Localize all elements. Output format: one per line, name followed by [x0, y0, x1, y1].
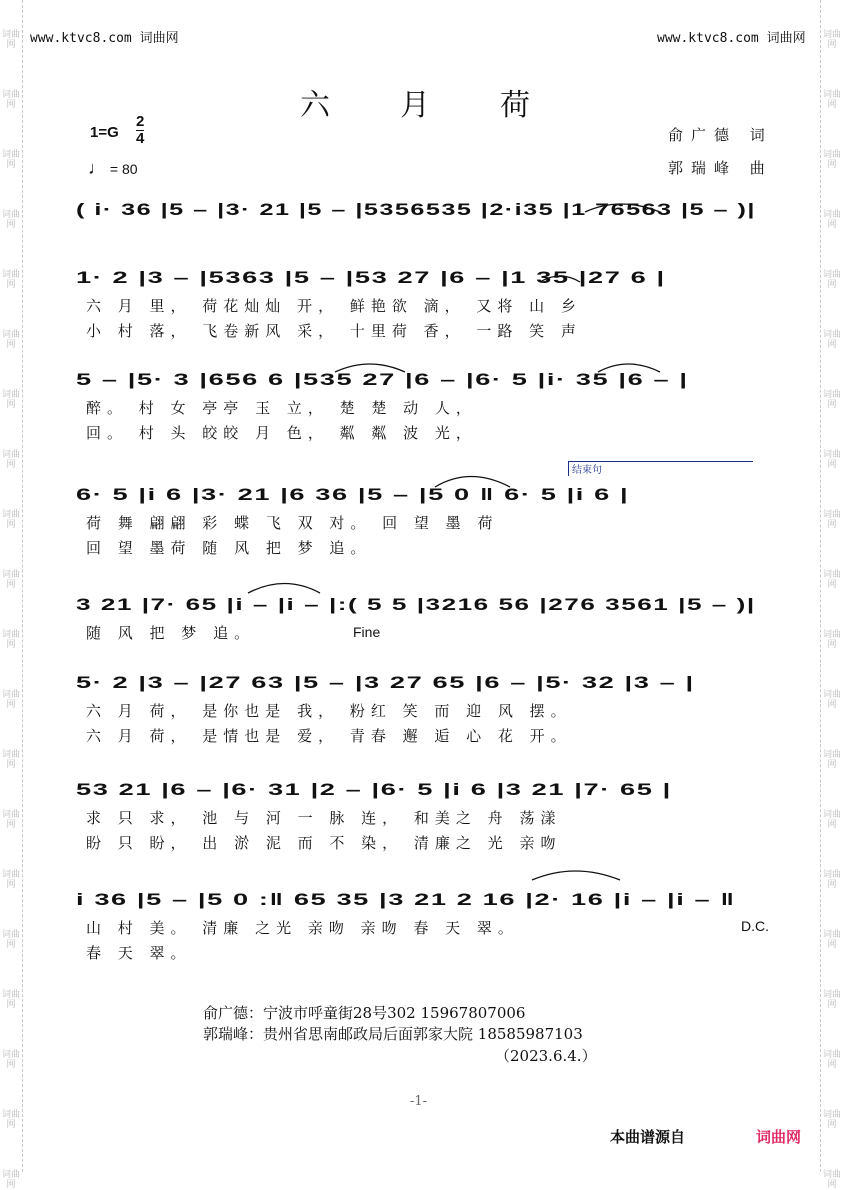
watermark-text: 词曲网	[2, 810, 21, 830]
watermark-text: 词曲网	[2, 90, 21, 110]
watermark-text: 词曲网	[823, 690, 842, 710]
watermark-text: 词曲网	[2, 870, 21, 890]
key-signature: 1=G	[90, 124, 119, 141]
watermark-text: 词曲网	[823, 810, 842, 830]
watermark-text: 词曲网	[2, 510, 21, 530]
watermark-text: 词曲网	[2, 570, 21, 590]
header-site-left-cn[interactable]: 词曲网	[139, 31, 179, 46]
watermark-text: 词曲网	[823, 150, 842, 170]
watermark-text: 词曲网	[823, 510, 842, 530]
watermark-text: 词曲网	[2, 1170, 21, 1190]
watermark-text: 词曲网	[2, 1050, 21, 1070]
ending-label: 结束句	[572, 465, 602, 476]
score-row-lyrics1: 求 只 求， 池 与 河 一 脉 连， 和美之 舟 荡漾	[86, 809, 562, 827]
watermark-text: 词曲网	[823, 930, 842, 950]
score-row-lyrics2: 回。 村 头 皎皎 月 色， 粼 粼 波 光，	[86, 424, 477, 442]
watermark-text: 词曲网	[823, 1110, 842, 1130]
score-row-lyrics2: 小 村 落， 飞卷新风 采， 十里荷 香， 一路 笑 声	[86, 322, 582, 340]
watermark-text: 词曲网	[2, 690, 21, 710]
lyricist-credit: 俞广德 词	[668, 126, 773, 144]
watermark-text: 词曲网	[2, 150, 21, 170]
score-row-notes: 1· 2 |3 – |5363 |5 – |53 27 |6 – |1 35 |27 6 |	[76, 268, 666, 287]
watermark-text: 词曲网	[823, 330, 842, 350]
watermark-text: 词曲网	[2, 210, 21, 230]
tie-arc	[532, 871, 620, 880]
song-title: 六月荷	[300, 88, 600, 123]
tie-arc	[598, 364, 660, 372]
watermark-text: 词曲网	[2, 30, 21, 50]
watermark-text: 词曲网	[823, 870, 842, 890]
score-row-notes: 6· 5 |i 6 |3· 21 |6 36 |5 – |5 0 ‖ 6· 5 |i 6 |	[76, 485, 630, 504]
score-row-lyrics1: 随 风 把 梦 追。	[86, 624, 256, 642]
watermark-text: 词曲网	[823, 630, 842, 650]
watermark-text: 词曲网	[2, 330, 21, 350]
source-label: 本曲谱源自	[610, 1128, 686, 1146]
watermark-text: 词曲网	[823, 1050, 842, 1070]
time-signature-top: 2	[136, 113, 145, 130]
watermark-text: 词曲网	[2, 630, 21, 650]
page-number: -1-	[410, 1094, 428, 1109]
watermark-text: 词曲网	[2, 450, 21, 470]
watermark-text: 词曲网	[2, 1110, 21, 1130]
contact-lyricist: 俞广德：宁波市呼童街28号302 15967807006	[203, 1004, 526, 1022]
score-row-lyrics2: 盼 只 盼， 出 淤 泥 而 不 染， 清廉之 光 亲吻	[86, 834, 562, 852]
tie-arc	[248, 584, 320, 594]
score-row-lyrics2: 回 望 墨荷 随 风 把 梦 追。	[86, 539, 372, 557]
watermark-text: 词曲网	[823, 450, 842, 470]
score-row-lyrics1: 山 村 美。 清廉 之光 亲吻 亲吻 春 天 翠。	[86, 919, 519, 937]
score-row-lyrics1: 荷 舞 翩翩 彩 蝶 飞 双 对。 回 望 墨 荷	[86, 514, 499, 532]
score-row-notes: 5· 2 |3 – |27 63 |5 – |3 27 65 |6 – |5· 32 |3 – |	[76, 673, 695, 692]
watermark-text: 词曲网	[823, 570, 842, 590]
watermark-text: 词曲网	[2, 990, 21, 1010]
dc-mark: D.C.	[741, 918, 769, 934]
watermark-text: 词曲网	[2, 270, 21, 290]
score-row-lyrics1: 醉。 村 女 亭亭 玉 立， 楚 楚 动 人，	[86, 399, 477, 417]
tie-arc	[540, 276, 580, 282]
score-row-lyrics2: 六 月 荷， 是情也是 爱， 青春 邂 逅 心 花 开。	[86, 727, 572, 745]
score-row-notes: 5 – |5· 3 |656 6 |535 27 |6 – |6· 5 |i· 35 |6 – |	[76, 370, 689, 389]
composer-credit: 郭瑞峰 曲	[668, 159, 773, 177]
watermark-text: 词曲网	[823, 990, 842, 1010]
fine-mark: Fine	[353, 624, 381, 640]
watermark-text: 词曲网	[823, 270, 842, 290]
contact-composer: 郭瑞峰：贵州省思南邮政局后面郭家大院 18585987103	[203, 1025, 583, 1043]
watermark-text: 词曲网	[2, 390, 21, 410]
score-row-lyrics1: 六 月 里， 荷花灿灿 开， 鲜艳欲 滴， 又将 山 乡	[86, 297, 582, 315]
tie-arc	[585, 204, 660, 212]
watermark-text: 词曲网	[823, 30, 842, 50]
score-row-notes: 3 21 |7· 65 |i – |i – |:( 5 5 |3216 56 |276 3561 |5 – )|	[76, 595, 756, 614]
header-site-left-url[interactable]: www.ktvc8.com	[30, 31, 132, 46]
score-row-notes: ( i· 36 |5 – |3· 21 |5 – |5356535 |2·i35 |1 76563 |5 – )|	[76, 200, 756, 219]
watermark-text: 词曲网	[823, 90, 842, 110]
watermark-text: 词曲网	[2, 750, 21, 770]
score-row-lyrics1: 六 月 荷， 是你也是 我， 粉红 笑 而 迎 风 摆。	[86, 702, 572, 720]
quarter-note-icon: ♩	[88, 158, 106, 178]
score-row-notes: i 36 |5 – |5 0 :‖ 65 35 |3 21 2 16 |2· 16 |i – |i – ‖	[76, 890, 736, 909]
watermark-text: 词曲网	[823, 1170, 842, 1190]
watermark-text: 词曲网	[823, 210, 842, 230]
time-signature-bottom: 4	[136, 130, 145, 147]
score-date: （2023.6.4.）	[495, 1047, 597, 1065]
score-row-notes: 53 21 |6 – |6· 31 |2 – |6· 5 |i 6 |3 21 |7· 65 |	[76, 780, 672, 799]
watermark-text: 词曲网	[823, 750, 842, 770]
score-row-lyrics2: 春 天 翠。	[86, 944, 192, 962]
watermark-text: 词曲网	[823, 390, 842, 410]
source-brand-link[interactable]: 词曲网	[756, 1128, 802, 1146]
tempo-value: = 80	[109, 161, 138, 177]
tie-arc	[335, 364, 405, 372]
tie-arc	[435, 477, 510, 488]
watermark-text: 词曲网	[2, 930, 21, 950]
header-site-right-cn[interactable]: 词曲网	[766, 31, 806, 46]
header-site-right-url[interactable]: www.ktvc8.com	[657, 31, 759, 46]
